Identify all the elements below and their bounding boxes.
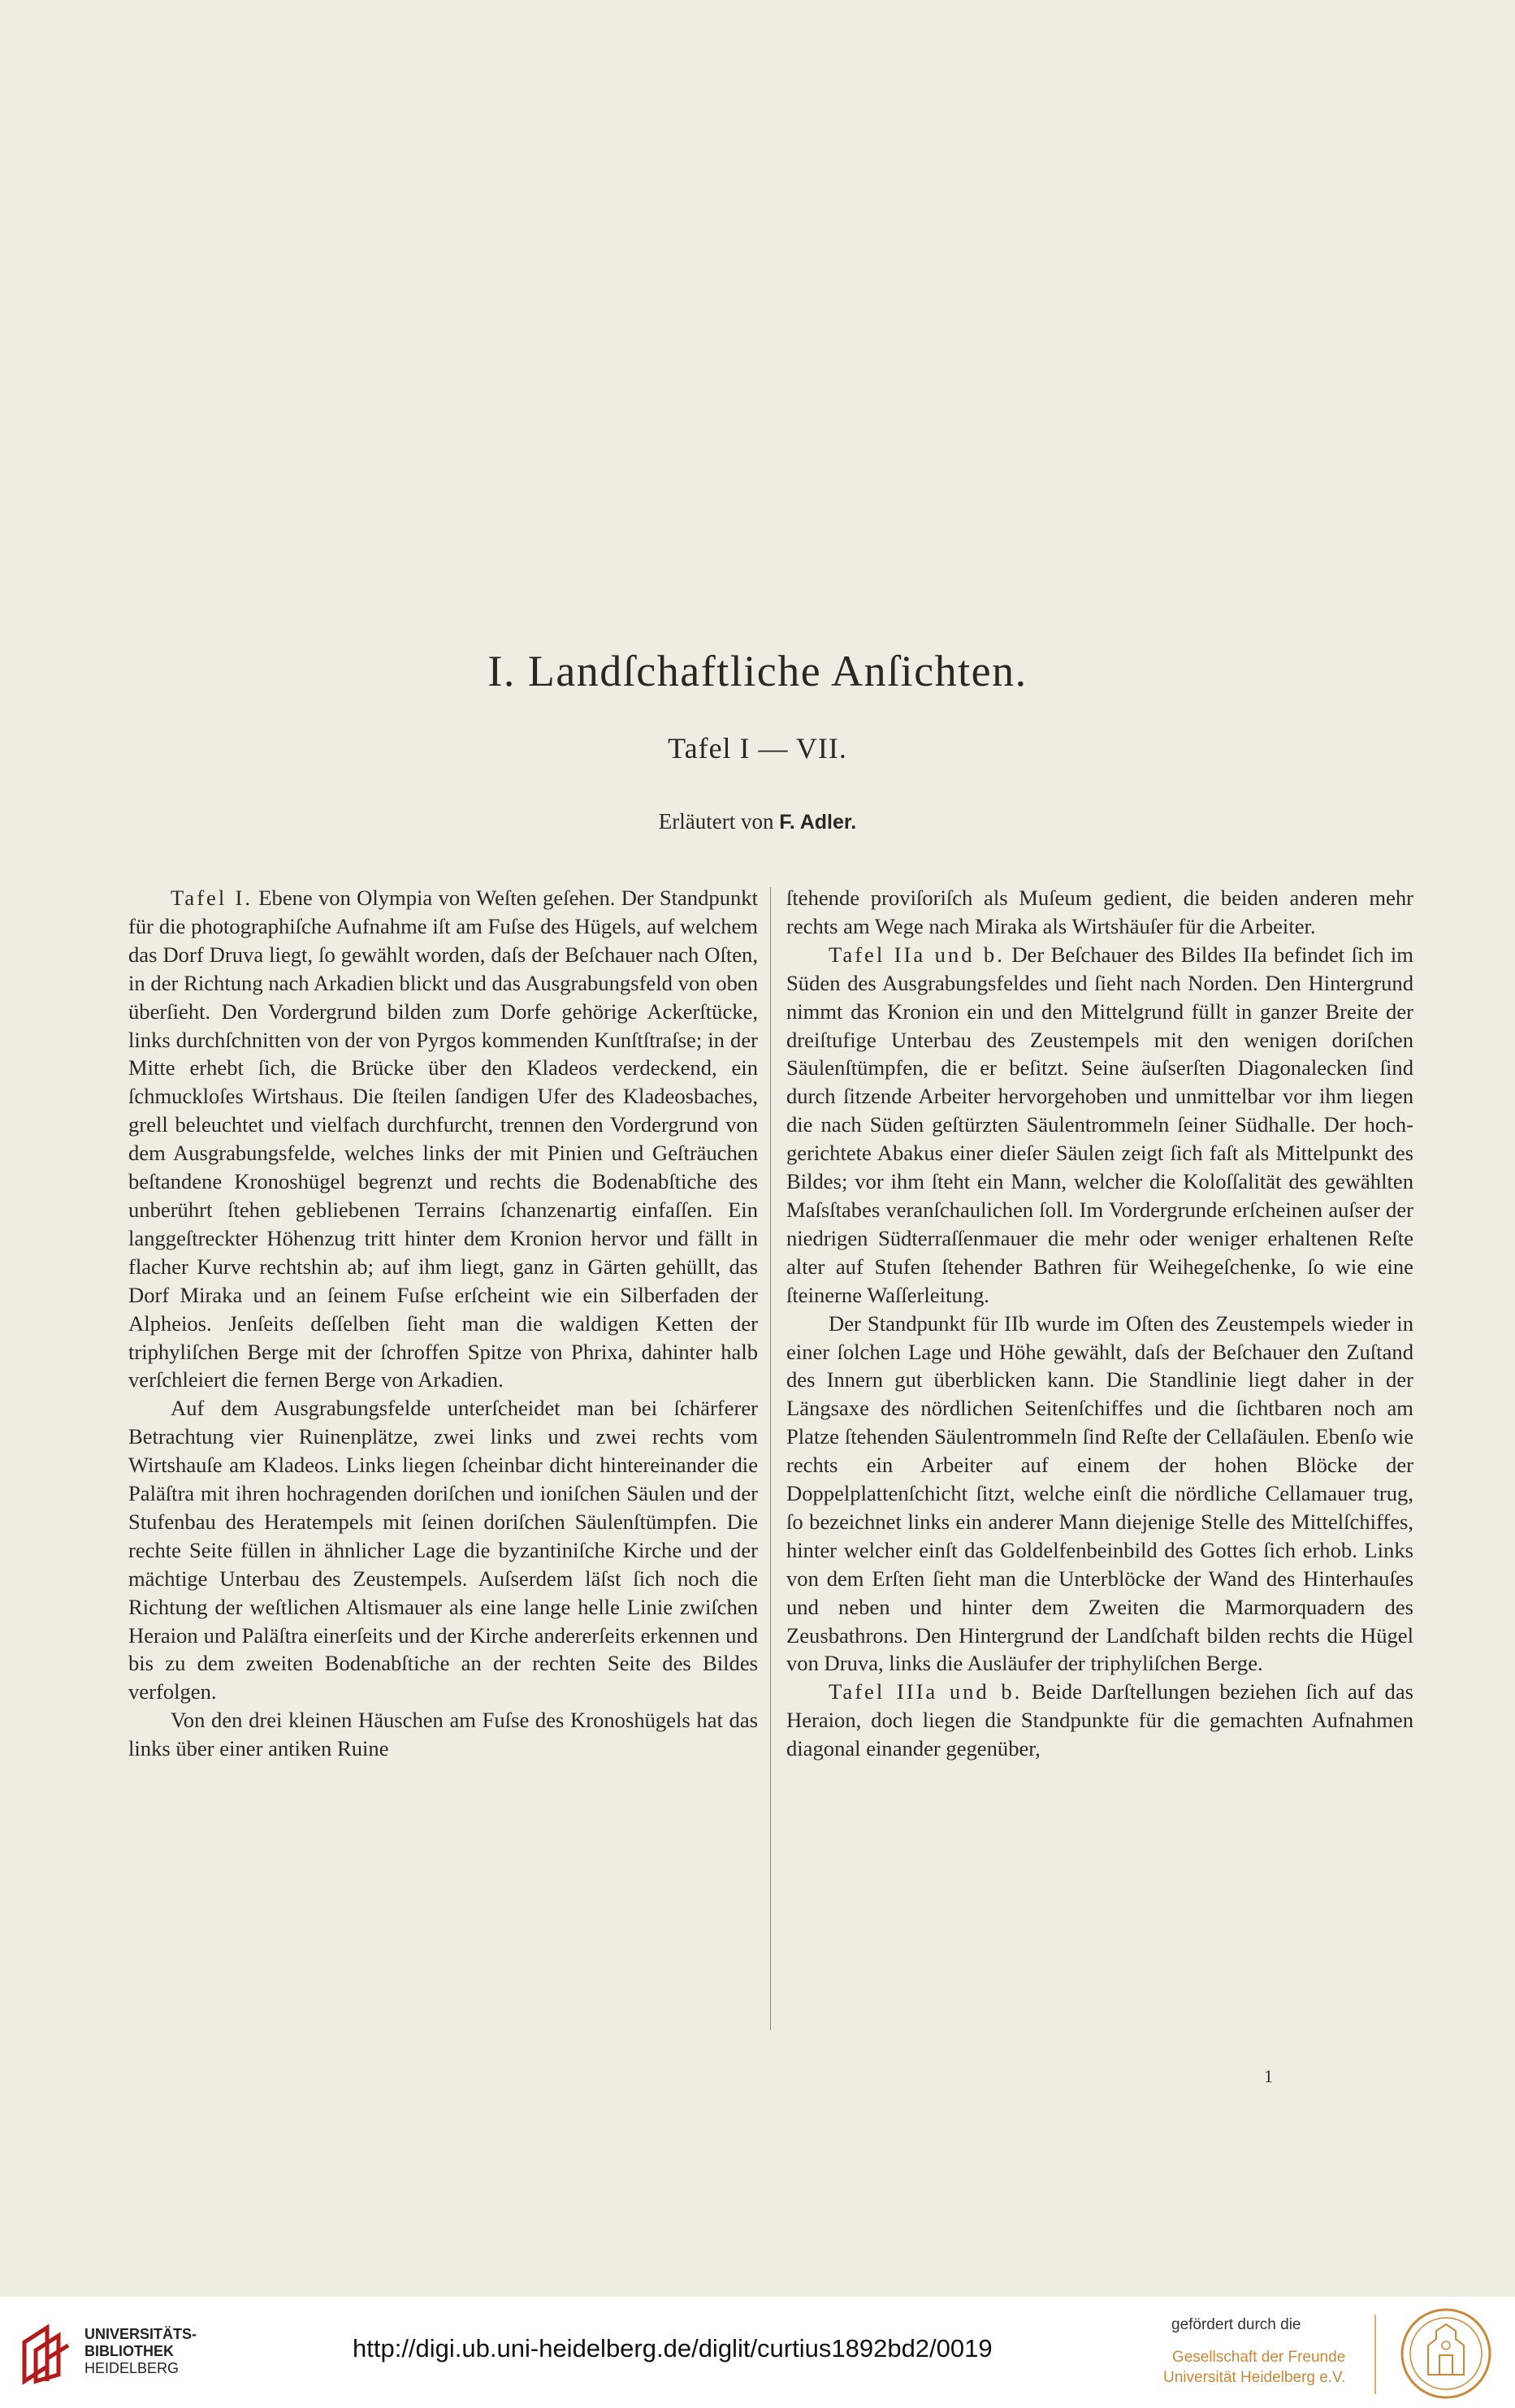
right-text-column <box>786 884 1413 1763</box>
column-divider <box>770 887 771 2030</box>
university-seal-icon <box>1399 2306 1493 2401</box>
plate-lead: Tafel I. <box>171 886 253 910</box>
plate-lead: Tafel IIa und b. <box>829 942 1005 967</box>
library-logo-icon <box>18 2321 75 2386</box>
library-name-line: BIBLIOTHEK <box>84 2343 174 2359</box>
paragraph-text: Der Standpunkt für IIb wurde im Oſten des Zeustempels wieder in einer ſolchen Lage und Höhe gewählt, daſs der Beſchauer den Zuſtand des Innern gut überblicken kann. Die Standlinie liegt daher in der Längsaxe des nördlichen Seitenſchiffes und die ſichtbaren noch am Platze ſtehenden Säulentrommeln ſind Reſte der Cellaſäulen. Ebenſo wie rechts ein Arbeiter auf einem der hohen Blöcke der Doppelplattenſchicht ſitzt, welche einſt die nördliche Cellamauer trug, ſo bezeichnet links ein anderer Mann diejenige Stelle des Mittelſchiffes, hinter welcher einſt das Goldelfenbeinbild des Gottes ſich erhob. Links von dem Erſten ſieht man die Unterblöcke der Wand des Hinterhauſes und neben und hinter dem Zweiten die Marmorquadern des Zeusbathrons. Den Hintergrund der Landſchaft bilden rechts die Hügel von Druva, links die Ausläufer der triphyliſchen Berge. <box>786 1310 1413 1676</box>
sponsor-name-line: Universität Heidelberg e.V. <box>1163 2369 1346 2386</box>
paragraph <box>786 884 1413 941</box>
left-text-column <box>128 884 758 1763</box>
paragraph <box>128 1394 758 1706</box>
byline-prefix: Erläutert von <box>658 809 774 834</box>
library-name-line: UNIVERSITÄTS- <box>84 2326 197 2342</box>
author-name: F. Adler. <box>779 811 857 834</box>
paragraph <box>128 1706 758 1763</box>
digitization-footer <box>0 2297 1515 2408</box>
plate-range-subtitle: Tafel I — VII. <box>668 732 847 764</box>
paragraph <box>128 884 758 1394</box>
page-title: I. Landſchaftliche Anſichten. <box>487 647 1028 695</box>
paragraph-text: Auf dem Ausgrabungsfelde unterſcheidet man bei ſchärferer Betrachtung vier Ruinenplätze, zwei links und zwei rechts vom Wirtshauſe am Kladeos. Links liegen ſcheinbar dicht hintereinander die Paläſtra mit ihren hochragenden doriſchen und ioniſchen Säulen und der Stufenbau des Heratempels mit ſeinen doriſchen Säulenſtümpfen. Die rechte Seite füllen in ähnlicher Lage die byzantiniſche Kirche und der mächtige Unterbau des Zeustempels. Auſserdem läſst ſich noch die Richtung der weſtlichen Altismauer als eine lange helle Linie zwiſchen Heraion und Paläſtra einerſeits und der Kirche andererſeits erkennen und bis zu dem zweiten Bodenabſtiche an der rechten Seite des Bildes verfolgen. <box>128 1396 758 1704</box>
paragraph-text: Von den drei kleinen Häuschen am Fuſse des Kronoshügels hat das links über einer antiken Ruine <box>128 1708 758 1761</box>
byline <box>0 809 1515 834</box>
library-name-line: HEIDELBERG <box>84 2360 180 2376</box>
paragraph <box>786 1678 1413 1763</box>
paragraph <box>786 1310 1413 1678</box>
permalink-url[interactable]: http://digi.ub.uni-heidelberg.de/diglit/curtius1892bd2/0019 <box>353 2334 993 2363</box>
paragraph-text: Beide Darſtellungen beziehen ſich auf das Heraion, doch liegen die Standpunkte für die gemachten Aufnahmen diagonal einander gegenüber, <box>786 1679 1413 1761</box>
footer-divider <box>1374 2315 1376 2394</box>
sponsor-prefix: gefördert durch die <box>1171 2316 1301 2333</box>
paragraph-text: Ebene von Olympia von Weſten geſehen. Der Standpunkt für die photographiſche Aufnahme iſt am Fuſse des Hügels, auf welchem das Dorf Druva liegt, ſo gewählt worden, daſs der Beſchauer nach Oſten, in der Richtung nach Arkadien blickt und das Ausgrabungsfeld von oben überſieht. Den Vordergrund bilden zum Dorfe gehörige Ackerſtücke, links durchſchnitten von der von Pyrgos kommenden Kunſtſtraſse; in der Mitte erhebt ſich, die Brücke über den Kladeos verdeckend, ein ſchmuckloſes Wirtshaus. Die ſteilen ſandigen Ufer des Kladeosbaches, grell beleuchtet und vielfach durchfurcht, trennen den Vordergrund von dem Ausgrabungsfelde, welches links der mit Pinien und Geſträuchen beſtandene Kronoshügel begrenzt und rechts die Bodenabſtiche des unberührt ſtehen gebliebenen Terrains ſchanzenartig einfaſſen. Ein langgeſtreckter Höhenzug tritt hinter dem Kronion hervor und fällt in flacher Kurve rechtshin ab; auf ihm liegt, ganz in Gärten gehüllt, das Dorf Miraka und an ſeinem Fuſse erſcheint wie ein Silberfaden der Alpheios. Jenſeits deſſelben ſieht man die waldigen Ketten der triphyliſchen Berge mit der ſchroffen Spitze von Phrixa, dahinter halb verſchleiert die fernen Berge von Arkadien. <box>128 886 758 1392</box>
sponsor-name <box>1163 2347 1345 2388</box>
sponsor-name-line: Gesellschaft der Freunde <box>1171 2349 1346 2366</box>
paragraph-text: Der Beſchauer des Bildes IIa befindet ſich im Süden des Ausgrabungsfeldes und ſieht nach Norden. Den Hintergrund nimmt das Kronion ein und den Mittelgrund füllt in ganzer Breite der dreiſtufige Unterbau des Zeustempels mit den wenigen doriſchen Säulenſtümpfen, die er beſitzt. Seine äuſserſten Diagonalecken ſind durch ſitzende Arbeiter hervorgehoben und unmittelbar vor ihm liegen die nach Süden geſtürzten Säulentrommeln ſeiner Südhalle. Der hochgerichtete Abakus einer dieſer Säulen zeigt ſich faſt als Mittelpunkt des Bildes; vor ihm ſteht ein Mann, welcher die Koloſſalität des gewählten Maſsſtabes veranſchaulichen ſoll. Im Vordergrunde erſcheinen auſser der niedrigen Südterraſſenmauer die mehr oder weniger erhaltenen Reſte alter auf Stufen ſtehender Bathren für Weihegeſchenke, ſo wie eine ſteinerne Waſſerleitung. <box>786 942 1413 1307</box>
paragraph-text: ſtehende proviſoriſch als Muſeum gedient, die beiden anderen mehr rechts am Wege nach Miraka als Wirtshäuſer für die Arbeiter. <box>786 886 1413 938</box>
page-number: 1 <box>1264 2066 1273 2086</box>
plate-lead: Tafel IIIa und b. <box>829 1679 1023 1704</box>
library-name <box>84 2326 197 2377</box>
paragraph <box>786 941 1413 1310</box>
